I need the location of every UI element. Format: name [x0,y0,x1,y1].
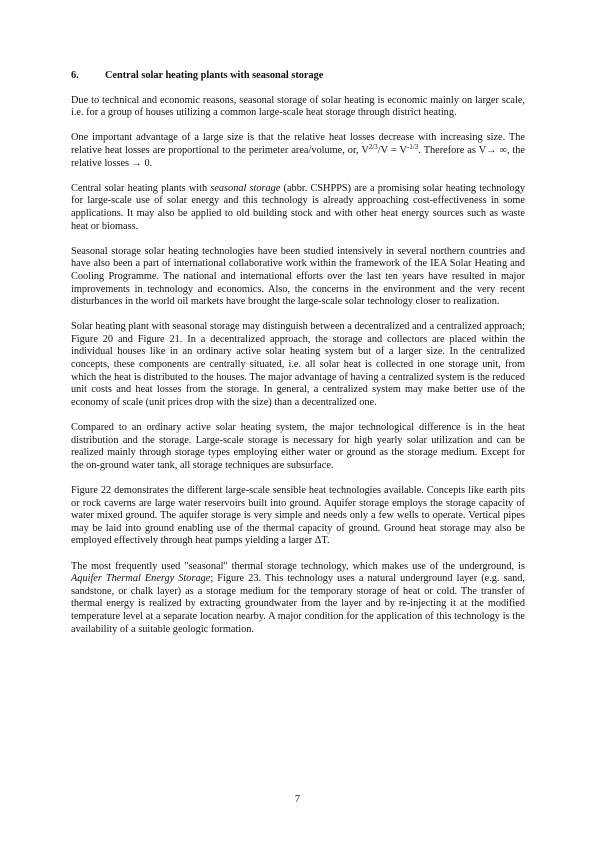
paragraph-2-text-a: One important advantage of a large size is that the relative heat losses decrease with increasing size. The relative heat losses are proportional to the perimeter area/volume, or, V [71,132,525,156]
paragraph-3-text-b: (abbr. CSHPPS) are a promising solar heating technology for large-scale use of solar energy and this technology is already approaching cost-effectiveness in some applications. It may also be applied to old building stock and with other heat energy sources such as waste heat or biomass. [71,182,525,232]
paragraph-3-text-a: Central solar heating plants with [71,182,211,194]
paragraph-3 [71,183,525,233]
paragraph-8 [71,561,525,637]
document-page [71,70,525,649]
section-title: Central solar heating plants with seasonal storage [105,70,324,81]
paragraph-2 [71,132,525,170]
exponent-two-thirds: 2/3 [368,142,378,151]
paragraph-4: Seasonal storage solar heating technologies have been studied intensively in several northern countries and have also been a part of international collaborative work within the framework of the IEA Solar Heating and Cooling Programme. The national and international efforts over the last ten years have resulted in major improvements in technology and economics. Also, the concerns in the environment and the very recent disturbances in the world oil markets have brought the large-scale solar technology closer to realization. [71,245,525,308]
paragraph-8-emphasis: Aquifer Thermal Energy Storage [71,573,211,585]
paragraph-2-text-c: . Therefore as V→ ∞, the relative losses → 0. [71,144,525,169]
section-heading [71,70,525,83]
section-number: 6. [71,70,79,81]
exponent-minus-one-third: -1/3 [407,142,419,151]
paragraph-2-text-b: /V = V [377,144,407,156]
page-number: 7 [294,794,301,805]
paragraph-1: Due to technical and economic reasons, seasonal storage of solar heating is economic mainly on larger scale, i.e. for a group of houses utilizing a common large-scale heat storage through district heating. [71,94,525,119]
paragraph-6: Compared to an ordinary active solar heating system, the major technological difference is in the heat distribution and the storage. Large-scale storage is necessary for high yearly solar utilization and can be realized mainly through storage types employing either water or ground as the storage medium. Except for the on-ground water tank, all storage techniques are subsurface. [71,422,525,471]
paragraph-8-text-a: The most frequently used "seasonal" thermal storage technology, which makes use of the underground, is [71,560,525,572]
paragraph-3-emphasis: seasonal storage [210,182,281,194]
paragraph-5: Solar heating plant with seasonal storage may distinguish between a decentralized and a centralized approach; Figure 20 and Figure 21. In a decentralized approach, the storage and collectors are placed within the individual houses like in an ordinary active solar heating system but of a larger size. In the centralized concepts, these components are centrally situated, i.e. all solar heat is collected in one storage unit, from which the heat is distributed to the houses. The major advantage of having a centralized system is the reduced unit costs and heat losses from the storage. In general, a centralized system may make better use of the economy of scale (unit prices drop with the size) than a decentralized one. [71,321,525,408]
paragraph-7: Figure 22 demonstrates the different large-scale sensible heat technologies available. Concepts like earth pits or rock caverns are large water reservoirs built into ground. Aquifer storage employs the storage capacity of water mixed ground. The aquifer storage is very simple and needs only a few wells to operate. Vertical pipes may be laid into ground enabling use of the thermal capacity of ground. Ground heat storage may also be employed effectively through heat pumps yielding a larger ΔT. [71,485,525,547]
paragraph-8-text-b: ; Figure 23. This technology uses a natural underground layer (e.g. sand, sandstone, or chalk layer) as a storage medium for the temporary storage of heat or cold. The transfer of thermal energy is realized by extracting groundwater from the layer and by re-injecting it at the modified temperature level at a separate location nearby. A major condition for the application of this technology is the availability of a suitable geologic formation. [71,573,526,635]
